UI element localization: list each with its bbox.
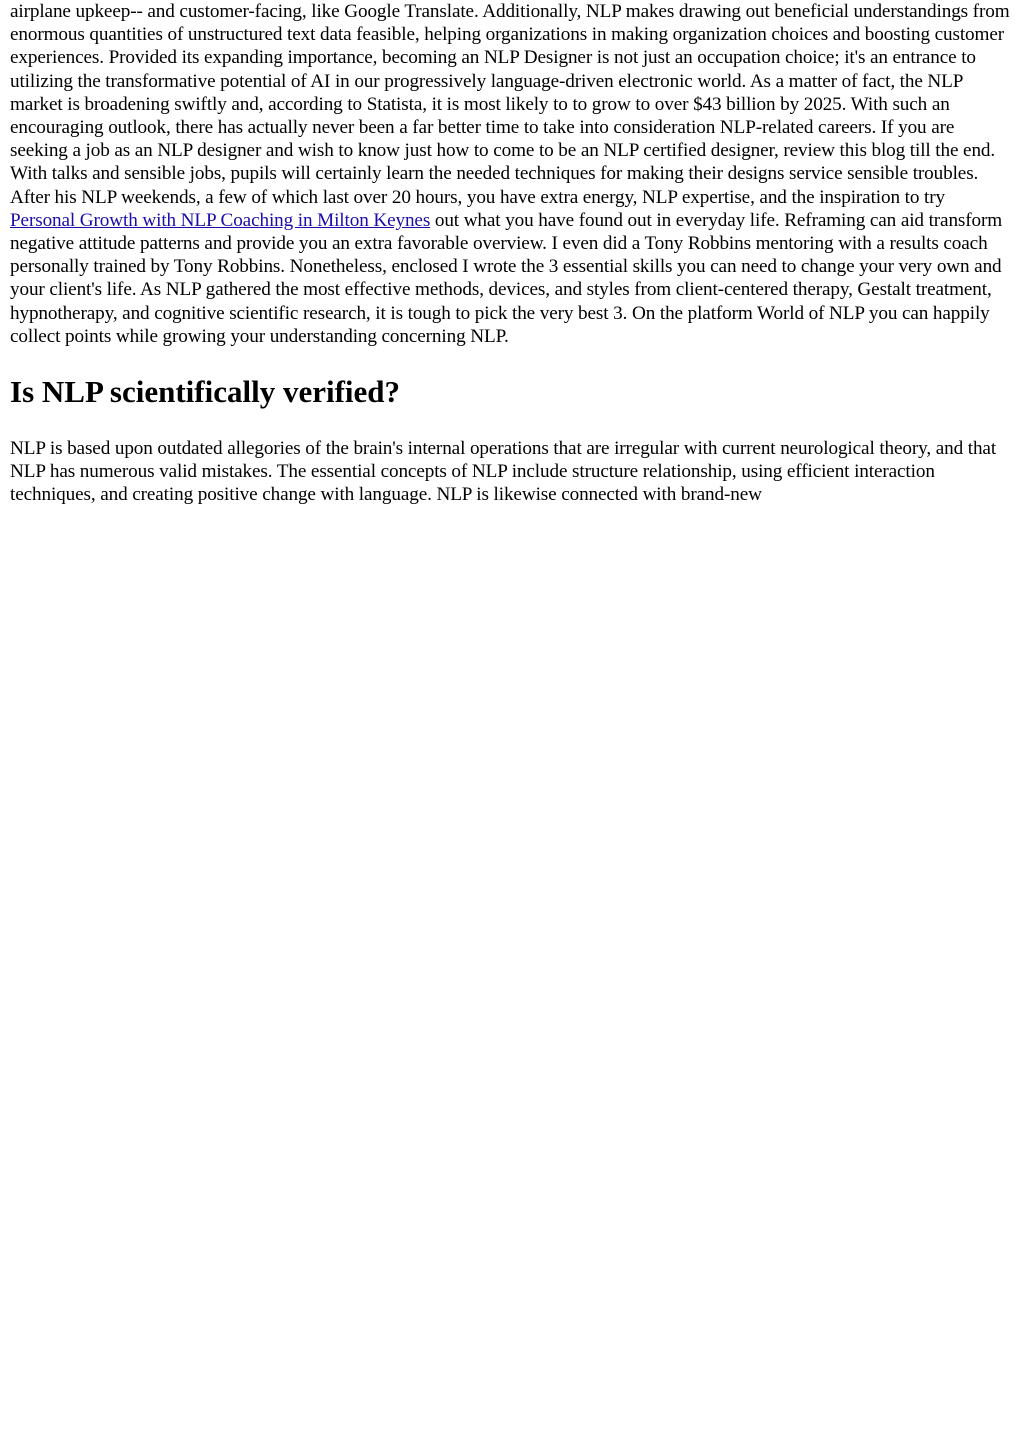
- paragraph-1-text-before-link: airplane upkeep-- and customer-facing, like Google Translate. Additionally, NLP makes drawing out beneficial understandings from enormous quantities of unstructured text data feasible, helping organizations in making organization choices and boosting customer experiences. Provided its expanding importance, becoming an NLP Designer is not just an occupation choice; it's an entrance to utilizing the transformative potential of AI in our progressively language-driven electronic world. As a matter of fact, the NLP market is broadening swiftly and, according to Statista, it is most likely to to grow to over $43 billion by 2025. With such an encouraging outlook, there has actually never been a far better time to take into consideration NLP-related careers. If you are seeking a job as an NLP designer and wish to know just how to come to be an NLP certified designer, review this blog till the end. With talks and sensible jobs, pupils will certainly learn the needed techniques for making their designs service sensible troubles. After his NLP weekends, a few of which last over 20 hours, you have extra energy, NLP expertise, and the inspiration to try: [10, 1, 1010, 208]
- paragraph-2: NLP is based upon outdated allegories of the brain's internal operations that are irregular with current neurological theory, and that NLP has numerous valid mistakes. The essential concepts of NLP include structure relationship, using efficient interaction techniques, and creating positive change with language. NLP is likewise connected with brand-new: [10, 438, 997, 506]
- paragraph-1: [10, 0, 1014, 348]
- personal-growth-nlp-coaching-link[interactable]: Personal Growth with NLP Coaching in Milton Keynes: [10, 209, 431, 231]
- section-heading: Is NLP scientifically verified?: [10, 374, 401, 410]
- paragraph-1-text-after-link: out what you have found out in everyday life. Reframing can aid transform negative attitude patterns and provide you an extra favorable overview. I even did a Tony Robbins mentoring with a results coach personally trained by Tony Robbins. Nonetheless, enclosed I wrote the 3 essential skills you can need to change your very own and your client's life. As NLP gathered the most effective methods, devices, and styles from client-centered therapy, Gestalt treatment, hypnotherapy, and cognitive scientific research, it is tough to pick the very best 3. On the platform World of NLP you can happily collect points while growing your understanding concerning NLP.: [10, 209, 1003, 347]
- article-body: [10, 0, 1014, 507]
